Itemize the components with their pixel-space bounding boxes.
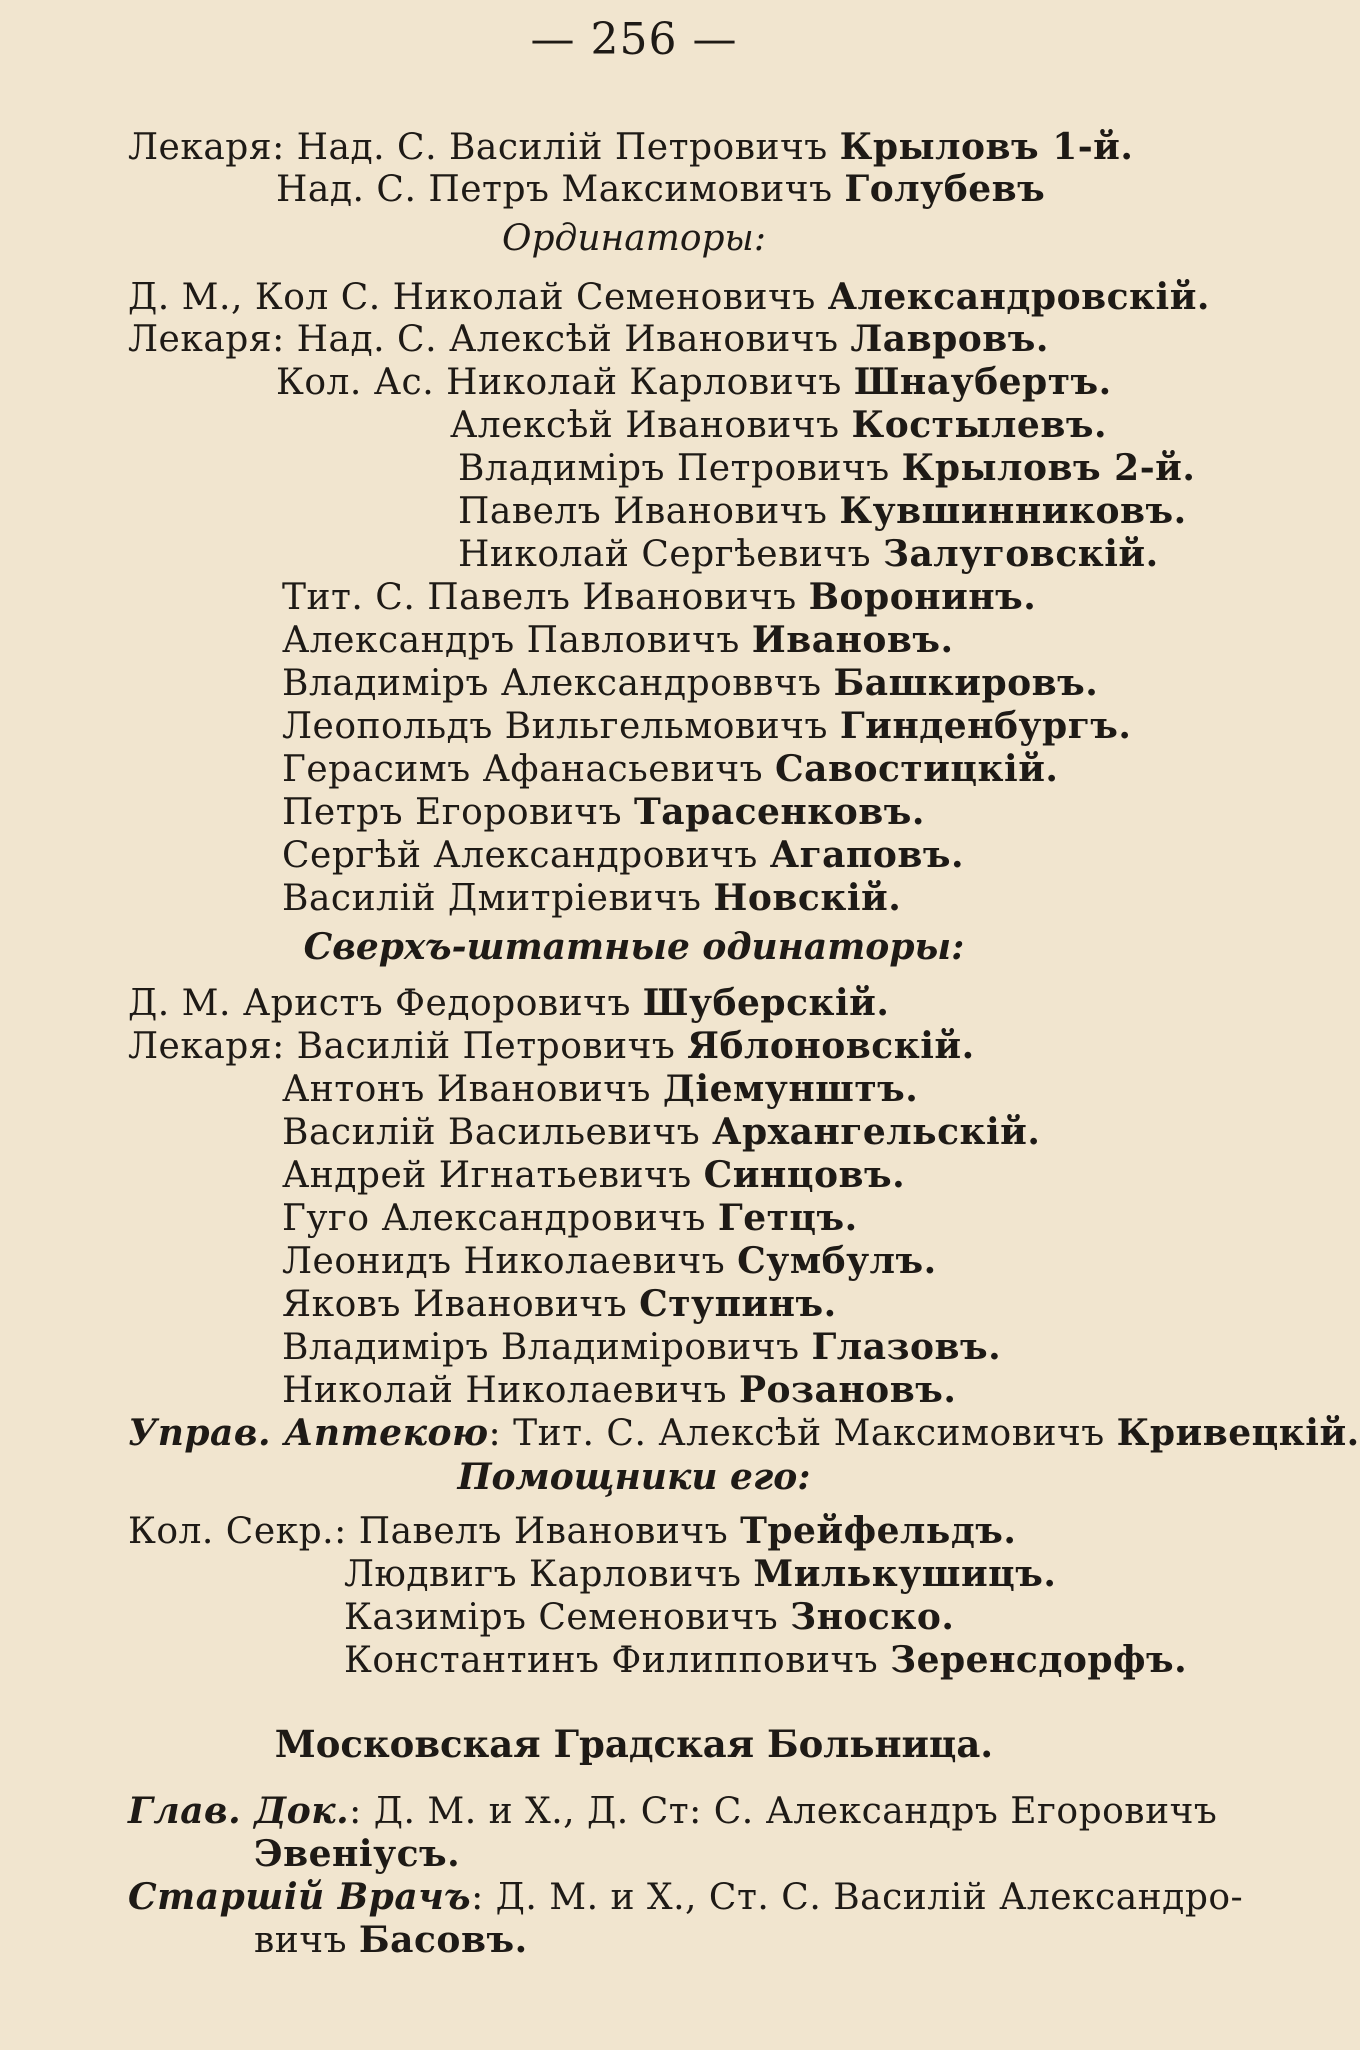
- entry-line: Василій Васильевичъ Архангельскій.: [282, 1111, 1041, 1153]
- entry-line: Казиміръ Семеновичъ Зноско.: [344, 1596, 955, 1638]
- heading-sverkh: Сверхъ-штатные одинаторы:: [303, 926, 965, 968]
- entry-line: Василій Дмитріевичъ Новскій.: [282, 877, 902, 919]
- heading-pomoshchniki: Помощники его:: [457, 1456, 811, 1498]
- entry-line: Петръ Егоровичъ Тарасенковъ.: [282, 791, 925, 833]
- entry-line: Владиміръ Александроввчъ Башкировъ.: [282, 662, 1099, 704]
- entry-line: Глав. Док.: Д. М. и Х., Д. Ст: С. Александръ Егоровичъ: [128, 1790, 1218, 1832]
- entry-line: Эвеніусъ.: [254, 1833, 461, 1875]
- entry-line: Сергѣй Александровичъ Агаповъ.: [282, 834, 964, 876]
- entry-line: Алексѣй Ивановичъ Костылевъ.: [450, 404, 1107, 446]
- entry-line: Людвигъ Карловичъ Милькушицъ.: [344, 1553, 1057, 1595]
- entry-line: Д. М., Кол С. Николай Семеновичъ Александровскій.: [128, 276, 1210, 318]
- entry-line: Управ. Аптекою: Тит. С. Алексѣй Максимовичъ Кривецкій.: [128, 1412, 1360, 1454]
- entry-line: Гуго Александровичъ Гетцъ.: [282, 1197, 858, 1239]
- entry-line: Леонидъ Николаевичъ Сумбулъ.: [282, 1240, 937, 1282]
- entry-line: Андрей Игнатьевичъ Синцовъ.: [282, 1154, 906, 1196]
- entry-line: Леопольдъ Вильгельмовичъ Гинденбургъ.: [282, 705, 1132, 747]
- heading-ordinatory: Ординаторы:: [501, 218, 767, 259]
- entry-line: Кол. Секр.: Павелъ Ивановичъ Трейфельдъ.: [128, 1510, 1017, 1552]
- entry-line: Тит. С. Павелъ Ивановичъ Воронинъ.: [282, 576, 1037, 618]
- entry-line: Антонъ Ивановичъ Діемунштъ.: [282, 1068, 919, 1110]
- entry-line: Павелъ Ивановичъ Кувшинниковъ.: [458, 490, 1187, 532]
- entry-line: Старшій Врачъ: Д. М. и Х., Ст. С. Василій Александро-: [128, 1876, 1244, 1918]
- entry-line: Д. М. Аристъ Федоровичъ Шуберскій.: [128, 982, 890, 1024]
- entry-line: Владиміръ Петровичъ Крыловъ 2-й.: [458, 447, 1196, 489]
- entry-line: Лекаря: Над. С. Алексѣй Ивановичъ Лавровъ.: [128, 318, 1049, 360]
- section-title: Московская Градская Больница.: [274, 1722, 994, 1766]
- entry-line: Яковъ Ивановичъ Ступинъ.: [282, 1283, 837, 1325]
- entry-line: Константинъ Филипповичъ Зеренсдорфъ.: [344, 1639, 1188, 1681]
- entry-line: Николай Сергѣевичъ Залуговскій.: [458, 533, 1159, 575]
- entry-line: Николай Николаевичъ Розановъ.: [282, 1369, 957, 1411]
- entry-line: Лекаря: Над. С. Василій Петровичъ Крыловъ 1-й.: [128, 126, 1134, 168]
- entry-line: Владиміръ Владиміровичъ Глазовъ.: [282, 1326, 1002, 1368]
- entry-line: вичъ Басовъ.: [254, 1919, 528, 1961]
- page-number: — 256 —: [530, 14, 738, 65]
- entry-line: Кол. Ас. Николай Карловичъ Шнаубертъ.: [276, 361, 1112, 403]
- entry-line: Александръ Павловичъ Ивановъ.: [282, 619, 954, 661]
- entry-line: Лекаря: Василій Петровичъ Яблоновскій.: [128, 1025, 975, 1067]
- entry-line: Герасимъ Афанасьевичъ Савостицкій.: [282, 748, 1059, 790]
- entry-line: Над. С. Петръ Максимовичъ Голубевъ: [276, 168, 1046, 210]
